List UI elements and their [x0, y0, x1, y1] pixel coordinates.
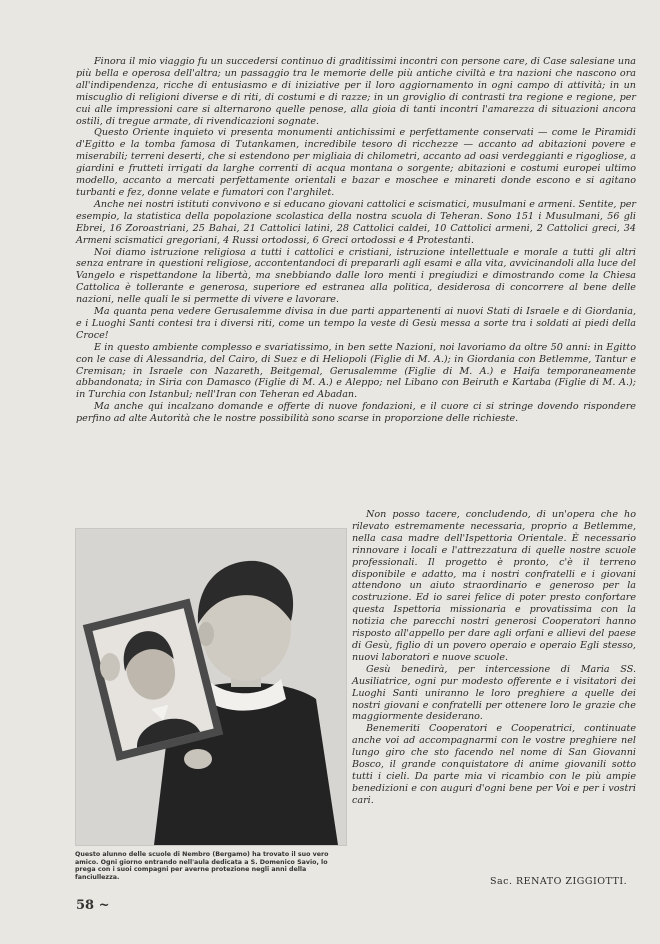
paragraph: E in questo ambiente complesso e svariatissimo, in ben sette Nazioni, noi lavoriamo da oltre 50 anni: in Egitto con le case di Alessandria, del Cairo, di Suez e di Heliopoli (Figlie di M. A.); in Giordania con Betlemme, Tantur e Cremisan; in Israele con Nazareth, Beitgemal, Gerusalemme (Figlie di M. A.) e Haifa temporaneamente abbandonata; in Siria con Damasco (Figlie di M. A.) e Aleppo; nel Libano con Beiruth e Kartaba (Figlie di M. A.); in Turchia con Istanbul; nell'Iran con Teheran ed Abadan. [76, 341, 636, 401]
paragraph: Finora il mio viaggio fu un succedersi continuo di graditissimi incontri con persone care, di Case salesiane una più bella e operosa dell'altra; un passaggio tra le memorie delle più antiche civiltà e tra nazioni che nascono ora all'indipendenza, ricche di entusiasmo e di iniziative per il loro aggiornamento in ogni campo di attività; in un miscuglio di religioni diverse e di riti, di costumi e di razze; in un groviglio di contrasti tra regione e regione, per cui alle impressioni care si alternarono quelle penose, alla gioia di tanti incontri l'amarezza di situazioni ancora ostili, di tregue armate, di rivendicazioni sognate. [76, 56, 636, 127]
photo-caption: Questo alunno delle scuole di Nembro (Bergamo) ha trovato il suo vero amico. Ogni giorno entrando nell'aula dedicata a S. Domenico Savio, lo prega con i suoi compagni per averne protezione negli anni della fanciullezza. [75, 851, 329, 881]
article-body [76, 56, 636, 425]
right-column [352, 509, 636, 807]
paragraph: Gesù benedirà, per intercessione di Maria SS. Ausiliatrice, ogni pur modesto offerente e i visitatori dei Luoghi Santi uniranno le loro preghiere a quelle dei nostri giovani e confratelli per ottenere loro le grazie che maggiormente desiderano. [352, 663, 636, 723]
paragraph: Ma quanta pena vedere Gerusalemme divisa in due parti appartenenti ai nuovi Stati di Israele e di Giordania, e i Luoghi Santi contesi tra i diversi riti, come un tempo la veste di Gesù messa a sorte tra i soldati ai piedi della Croce! [76, 306, 636, 341]
paragraph: Anche nei nostri istituti convivono e si educano giovani cattolici e scismatici, musulmani e armeni. Sentite, per esempio, la statistica della popolazione scolastica della nostra scuola di Teheran. Sono 151 i Musulmani, 56 gli Ebrei, 16 Zoroastriani, 25 Bahai, 21 Cattolici latini, 28 Cattolici caldei, 10 Cattolici armeni, 2 Cattolici greci, 34 Armeni scismatici gregoriani, 4 Russi ortodossi, 6 Greci ortodossi e 4 Protestanti. [76, 198, 636, 246]
paragraph: Ma anche qui incalzano domande e offerte di nuove fondazioni, e il cuore ci si stringe dovendo rispondere perfino ad alte Autorità che le nostre possibilità sono scarse in proporzione delle richieste. [76, 401, 636, 425]
photo-boy-with-portrait [75, 528, 347, 846]
paragraph: Benemeriti Cooperatori e Cooperatrici, continuate anche voi ad accompagnarmi con le vostre preghiere nel lungo giro che sto facendo nel nome di San Giovanni Bosco, il grande conquistatore di anime giovanili sotto tutti i cieli. Da parte mia vi ricambio con le più ampie benedizioni e con auguri d'ogni bene per Voi e per i vostri cari. [352, 723, 636, 806]
paragraph: Non posso tacere, concludendo, di un'opera che ho rilevato estremamente necessaria, proprio a Betlemme, nella casa madre dell'Ispettoria Orientale. È necessario rinnovare i locali e l'attrezzatura di quelle nostre scuole professionali. Il progetto è pronto, c'è il terreno disponibile e adatto, ma i nostri confratelli e i giovani attendono un aiuto straordinario e generoso per la costruzione. Ed io sarei felice di poter presto confortare questa Ispettoria missionaria e provatissima con la notizia che parecchi nostri generosi Cooperatori hanno risposto all'appello per dare agli orfani e allievi del paese di Gesù, figlio di un povero operaio e operaio Egli stesso, nuovi laboratori e nuove scuole. [352, 509, 636, 663]
paragraph: Noi diamo istruzione religiosa a tutti i cattolici e cristiani, istruzione intellettuale e morale a tutti gli altri senza entrare in questioni religiose, accontentandoci di prepararli agli esami e alla vita, avvicinandoli alla luce del Vangelo e rispettandone la libertà, ma snebbiando dalle loro menti i pregiudizi e dimostrando come la Chiesa Cattolica è tollerante e generosa, superiore ed estranea alla politica, desiderosa di concorrere al bene delle nazioni, nelle quali le si permette di vivere e lavorare. [76, 246, 636, 306]
page-number: 58 ~ [76, 898, 110, 913]
author-signature: Sac. RENATO ZIGGIOTTI. [490, 876, 628, 887]
paragraph: Questo Oriente inquieto vi presenta monumenti antichissimi e perfettamente conservati — come le Piramidi d'Egitto e la tomba famosa di Tutankamen, incredibile tesoro di ricchezze — accanto ad abitazioni povere e miserabili; terreni deserti, che si estendono per migliaia di chilometri, accanto ad oasi verdeggianti e rigogliose, a giardini e frutteti irrigati da larghe correnti di acqua montana o sorgente; abitazioni e costumi europei ultimo modello, accanto a mercati perfettamente orientali e bazar e moschee e minareti donde escono e si agitano turbanti e fez, donne velate e fumatori con l'arghilet. [76, 127, 636, 198]
